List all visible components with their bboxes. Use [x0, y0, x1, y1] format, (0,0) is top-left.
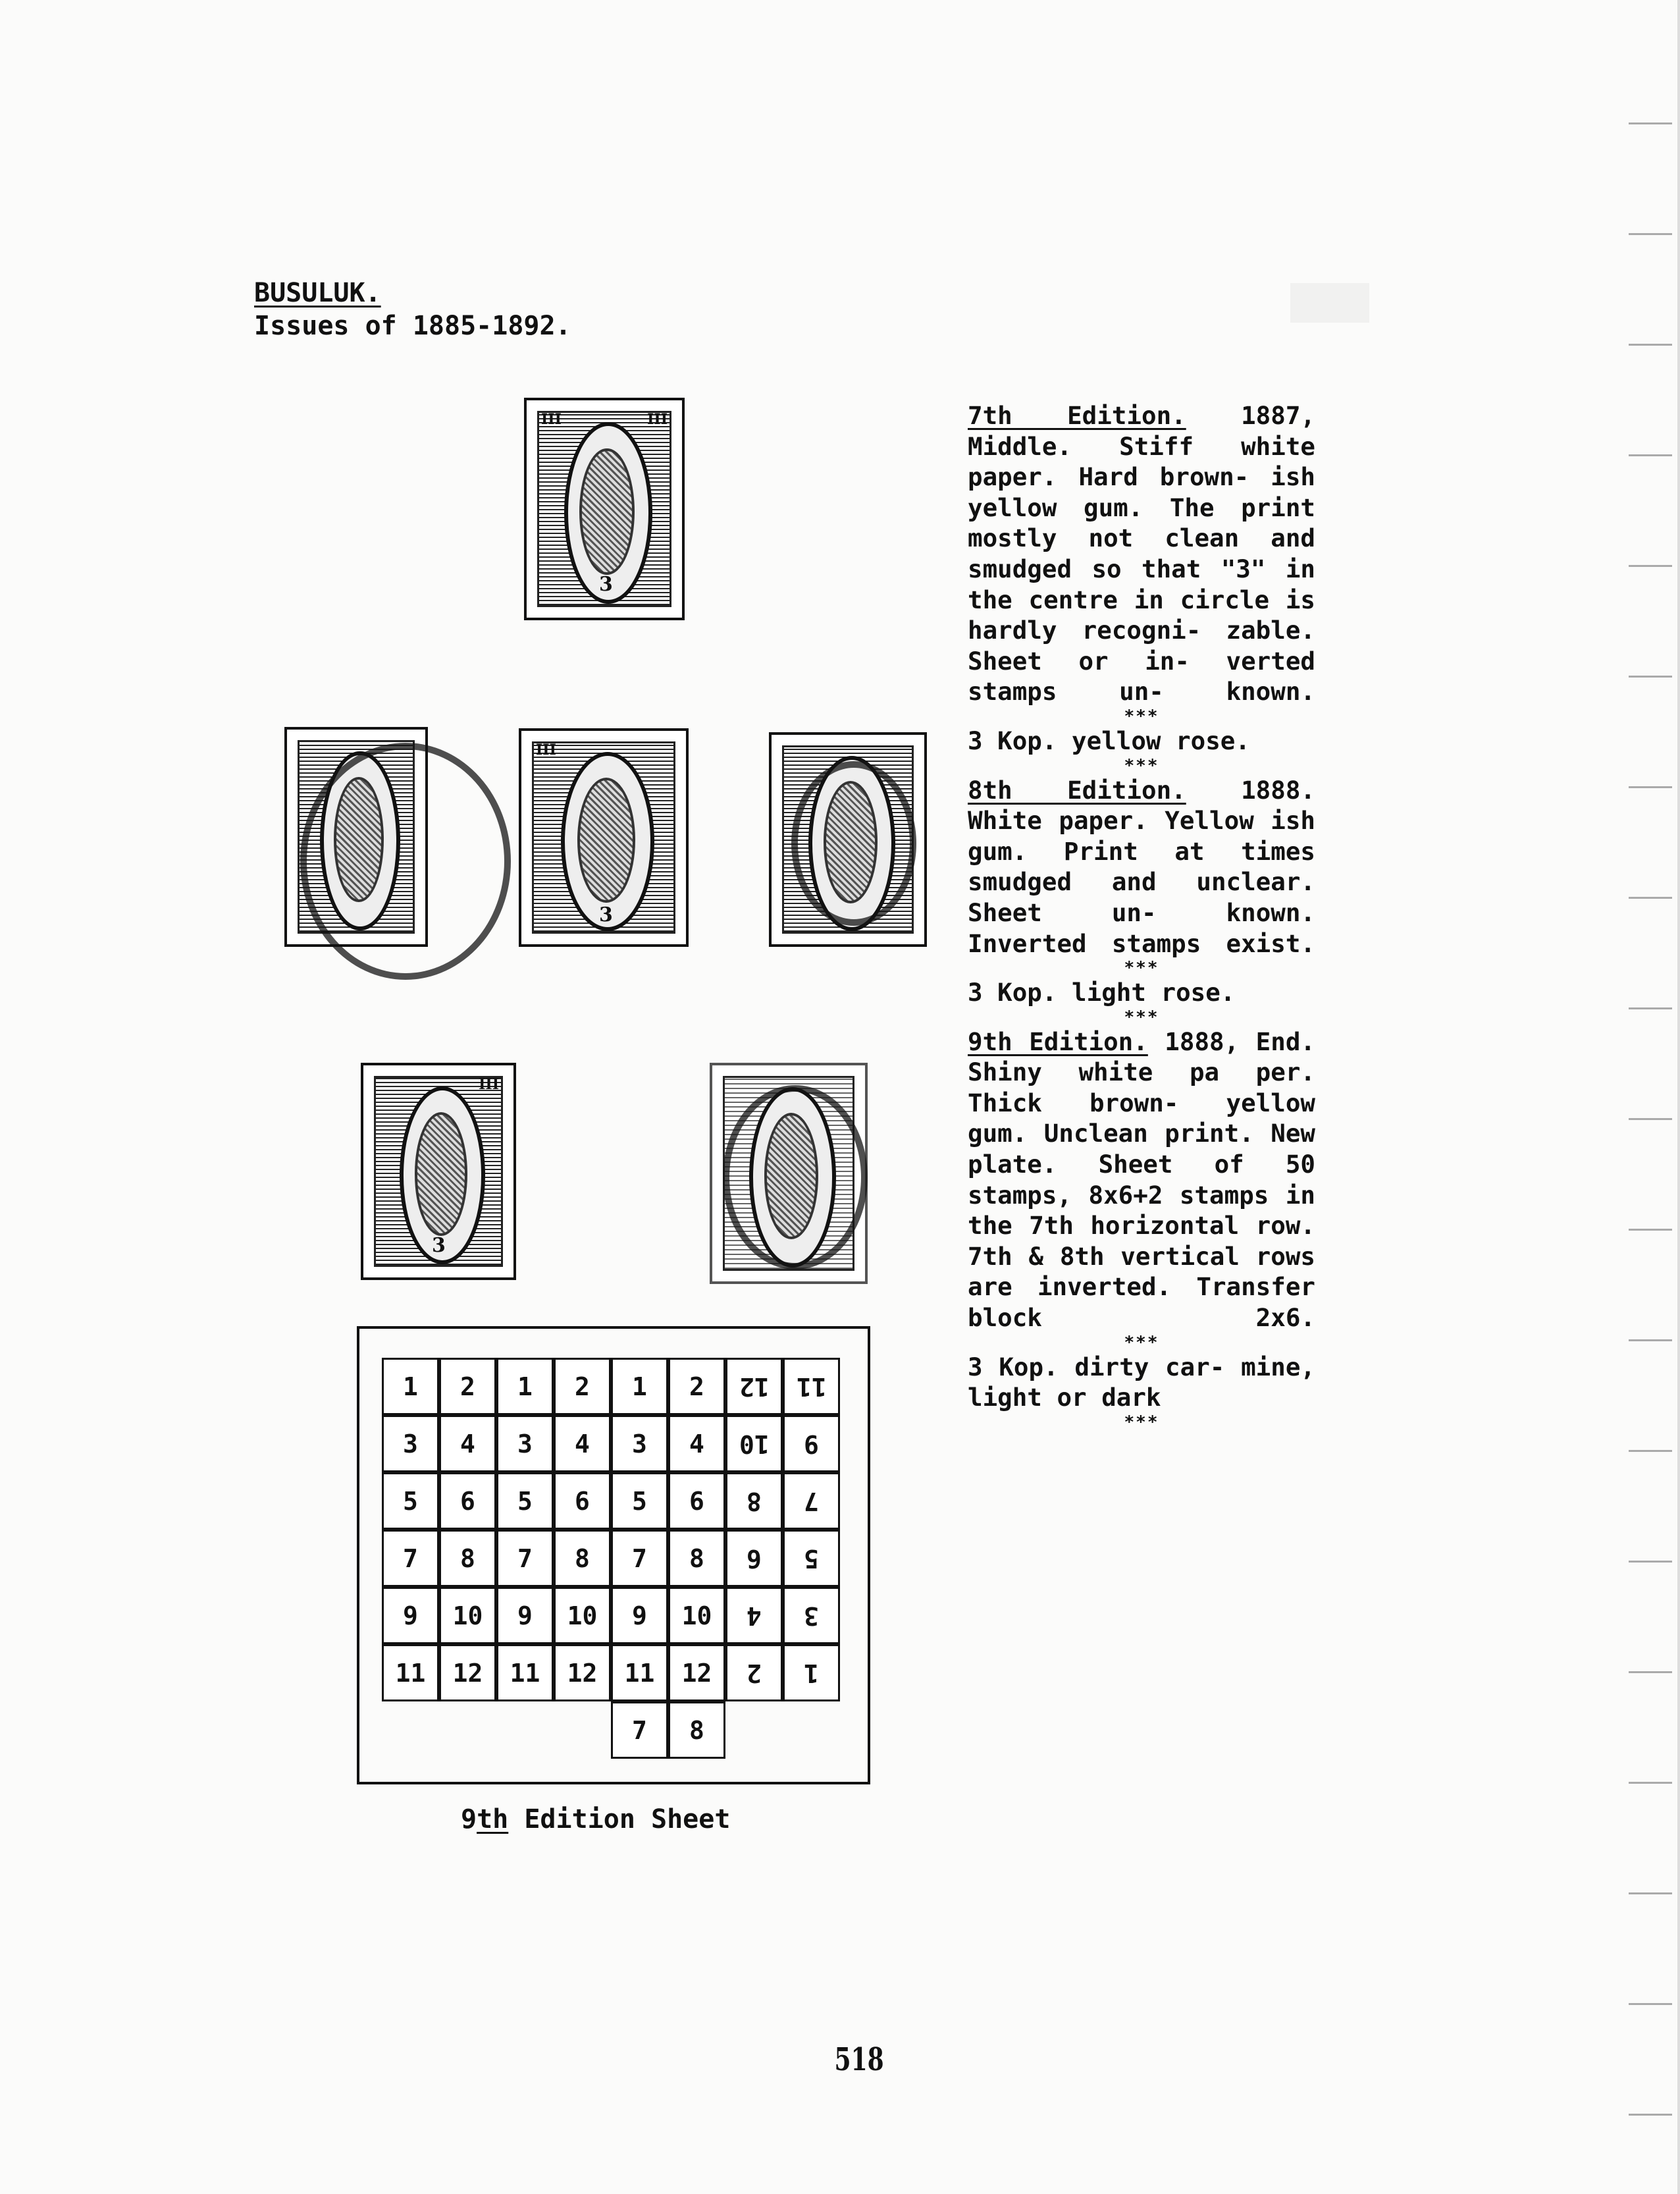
sheet-cell-number: 11 — [510, 1658, 540, 1688]
sheet-cell-number: 5 — [632, 1486, 647, 1516]
binder-tab-mark — [1629, 344, 1672, 346]
sheet-cell — [554, 1644, 611, 1701]
sheet-cell-number: 11 — [796, 1372, 827, 1401]
binder-tab-mark — [1629, 786, 1672, 788]
caption-text: Edition Sheet — [508, 1804, 731, 1834]
sheet-cell — [725, 1358, 783, 1415]
sheet-cell-number: 5 — [403, 1486, 418, 1516]
sheet-cell-number: 1 — [632, 1372, 647, 1401]
sheet-cell-number: 4 — [689, 1429, 704, 1458]
sheet-cell-number: 9 — [632, 1601, 647, 1630]
edition-value: 3 Kop. light rose. — [968, 978, 1236, 1007]
sheet-cell — [439, 1358, 496, 1415]
sheet-cell — [611, 1415, 668, 1472]
sheet-cell — [439, 1644, 496, 1701]
heading-subtitle: Issues of 1885-1892. — [254, 311, 571, 341]
sheet-cell-number: 8 — [460, 1543, 475, 1573]
edition-value: 3 Kop. dirty car- mine, light or dark — [968, 1352, 1315, 1412]
sheet-cell-number: 11 — [395, 1658, 426, 1688]
sheet-cell — [382, 1472, 439, 1530]
edition-paragraph — [968, 775, 1315, 959]
sheet-cell — [611, 1472, 668, 1530]
show-through — [1290, 283, 1369, 323]
edition-value: 3 Kop. yellow rose. — [968, 726, 1250, 755]
stamp-denomination: 3 — [599, 573, 613, 596]
heading-title: BUSULUK. — [254, 278, 381, 308]
sheet-cell — [382, 1644, 439, 1701]
binder-tab-mark — [1629, 122, 1672, 124]
sheet-cell — [439, 1587, 496, 1644]
binder-tab-mark — [1629, 1118, 1672, 1120]
sheet-cell-number: 4 — [460, 1429, 475, 1458]
sheet-cell-number: 11 — [624, 1658, 655, 1688]
edition-paragraph — [968, 1027, 1315, 1333]
sheet-cell — [496, 1644, 554, 1701]
caption-suffix: th — [477, 1804, 509, 1834]
binder-tab-mark — [1629, 454, 1672, 456]
sheet-cell — [668, 1701, 725, 1759]
stamp-image-1 — [524, 398, 685, 620]
separator-stars: *** — [1124, 958, 1159, 978]
sheet-cell-number: 1 — [403, 1372, 418, 1401]
sheet-cell — [783, 1358, 840, 1415]
sheet-cell — [668, 1472, 725, 1530]
sheet-cell — [725, 1530, 783, 1587]
edition-label: 8th Edition. — [968, 775, 1186, 805]
edition-text: 1888. White paper. Yellow ish gum. Print at times smudged and unclear. Sheet un- known. Inverted stamps exist. — [968, 775, 1315, 958]
stamp-image-4 — [769, 732, 927, 947]
sheet-cell — [783, 1415, 840, 1472]
sheet-cell — [668, 1644, 725, 1701]
sheet-cell — [783, 1587, 840, 1644]
sheet-cell-number: 12 — [739, 1372, 770, 1401]
sheet-cell-number: 1 — [517, 1372, 533, 1401]
sheet-cell — [611, 1530, 668, 1587]
sheet-cell — [668, 1415, 725, 1472]
sheet-cell — [496, 1358, 554, 1415]
edition-label: 7th Edition. — [968, 401, 1186, 430]
stamp-corner-label: III — [479, 1076, 499, 1093]
sheet-cell-number: 3 — [632, 1429, 647, 1458]
sheet-cell-number: 12 — [567, 1658, 598, 1688]
sheet-cell-number: 8 — [689, 1715, 704, 1745]
stamp-image-3 — [519, 728, 689, 947]
sheet-cell — [439, 1530, 496, 1587]
sheet-cell-number: 4 — [575, 1429, 590, 1458]
sheet-cell — [496, 1530, 554, 1587]
sheet-cell-number: 2 — [575, 1372, 590, 1401]
sheet-cell-number: 10 — [739, 1429, 770, 1458]
sheet-cell-number: 2 — [460, 1372, 475, 1401]
binder-tab-mark — [1629, 897, 1672, 899]
sheet-cell-number: 3 — [804, 1601, 819, 1630]
sheet-cell — [783, 1472, 840, 1530]
sheet-cell-number: 12 — [681, 1658, 712, 1688]
stamp-corner-label: III — [647, 411, 668, 428]
stamp-denomination: 3 — [432, 1234, 446, 1257]
binder-tab-mark — [1629, 1892, 1672, 1894]
sheet-cell-number: 7 — [632, 1543, 647, 1573]
sheet-cell — [439, 1415, 496, 1472]
sheet-cell-number: 6 — [575, 1486, 590, 1516]
sheet-cell — [668, 1358, 725, 1415]
stamp-denomination: 3 — [599, 903, 613, 926]
edition-text: 1888, End. Shiny white pa per. Thick brown- yellow gum. Unclean print. New plate. Sheet of 50 stamps, 8x6+2 stamps in the 7th horizontal row. 7th & 8th vertical rows are inverted. Transfer block 2x6. — [968, 1027, 1315, 1333]
edition-text: 1887, Middle. Stiff white paper. Hard brown- ish yellow gum. The print mostly not clean and smudged so that "3" in the centre in circle is hardly recogni- zable. Sheet or in- verted stamps un- known. — [968, 401, 1315, 707]
sheet-cell — [668, 1587, 725, 1644]
sheet-cell — [382, 1358, 439, 1415]
sheet-cell-number: 1 — [804, 1658, 819, 1688]
sheet-cell — [668, 1530, 725, 1587]
page-heading — [254, 277, 571, 342]
sheet-cell-number: 8 — [575, 1543, 590, 1573]
stamp-image-2 — [284, 727, 428, 947]
stamp-image-5 — [361, 1063, 516, 1280]
binder-tab-mark — [1629, 1450, 1672, 1452]
sheet-cell — [783, 1530, 840, 1587]
sheet-cell-number: 6 — [747, 1543, 762, 1573]
sheet-cell-number: 7 — [632, 1715, 647, 1745]
caption-number: 9 — [461, 1804, 477, 1834]
sheet-cell — [783, 1644, 840, 1701]
sheet-cell — [725, 1587, 783, 1644]
sheet-cell-number: 5 — [517, 1486, 533, 1516]
binder-tab-mark — [1629, 2003, 1672, 2005]
sheet-cell-number: 10 — [452, 1601, 483, 1630]
sheet-cell — [611, 1587, 668, 1644]
binder-tab-mark — [1629, 676, 1672, 678]
sheet-cell — [554, 1530, 611, 1587]
binder-tab-mark — [1629, 565, 1672, 567]
sheet-cell-number: 8 — [747, 1486, 762, 1516]
sheet-cell — [611, 1701, 668, 1759]
separator-stars: *** — [1124, 1007, 1159, 1027]
sheet-cell — [725, 1415, 783, 1472]
sheet-cell-number: 5 — [804, 1543, 819, 1573]
binder-tab-mark — [1629, 1229, 1672, 1231]
sheet-cell — [611, 1358, 668, 1415]
sheet-cell-number: 12 — [452, 1658, 483, 1688]
sheet-cell-number: 9 — [804, 1429, 819, 1458]
sheet-cell — [439, 1472, 496, 1530]
edition-paragraph — [968, 400, 1315, 707]
sheet-cell-number: 7 — [804, 1486, 819, 1516]
binder-tab-mark — [1629, 233, 1672, 235]
sheet-cell-number: 9 — [517, 1601, 533, 1630]
sheet-cell — [496, 1587, 554, 1644]
sheet-cell-number: 9 — [403, 1601, 418, 1630]
sheet-cell — [725, 1644, 783, 1701]
edition-label: 9th Edition. — [968, 1027, 1148, 1056]
sheet-cell — [725, 1472, 783, 1530]
page-edge — [1677, 0, 1680, 2194]
binder-tab-mark — [1629, 1339, 1672, 1341]
page-number: 518 — [834, 2041, 884, 2078]
sheet-cell — [554, 1358, 611, 1415]
sheet-cell-number: 8 — [689, 1543, 704, 1573]
editions-column — [968, 400, 1315, 1431]
sheet-cell — [496, 1472, 554, 1530]
binder-tab-mark — [1629, 1671, 1672, 1673]
separator-stars: *** — [1124, 706, 1159, 726]
separator-stars: *** — [1124, 1332, 1159, 1352]
sheet-cell — [554, 1472, 611, 1530]
binder-tab-mark — [1629, 1007, 1672, 1009]
binder-tab-mark — [1629, 1782, 1672, 1784]
sheet-cell — [554, 1587, 611, 1644]
sheet-cell — [382, 1530, 439, 1587]
sheet-cell-number: 4 — [747, 1601, 762, 1630]
separator-stars: *** — [1124, 1412, 1159, 1432]
sheet-cell-number: 7 — [403, 1543, 418, 1573]
sheet-cell-number: 2 — [689, 1372, 704, 1401]
binder-tab-mark — [1629, 2114, 1672, 2116]
sheet-cell-number: 6 — [460, 1486, 475, 1516]
stamp-corner-label: III — [536, 741, 556, 759]
separator-stars: *** — [1124, 755, 1159, 776]
stamp-image-6 — [710, 1063, 868, 1284]
binder-tab-mark — [1629, 1561, 1672, 1563]
sheet-cell-number: 6 — [689, 1486, 704, 1516]
sheet-caption — [461, 1804, 730, 1834]
sheet-cell-number: 2 — [747, 1658, 762, 1688]
stamp-corner-label: III — [541, 411, 562, 428]
sheet-cell — [496, 1415, 554, 1472]
sheet-cell-number: 10 — [567, 1601, 598, 1630]
sheet-cell — [611, 1644, 668, 1701]
sheet-cell-number: 3 — [403, 1429, 418, 1458]
sheet-cell-number: 7 — [517, 1543, 533, 1573]
sheet-cell — [554, 1415, 611, 1472]
sheet-cell-number: 10 — [681, 1601, 712, 1630]
sheet-cell — [382, 1415, 439, 1472]
sheet-cell — [382, 1587, 439, 1644]
sheet-cell-number: 3 — [517, 1429, 533, 1458]
